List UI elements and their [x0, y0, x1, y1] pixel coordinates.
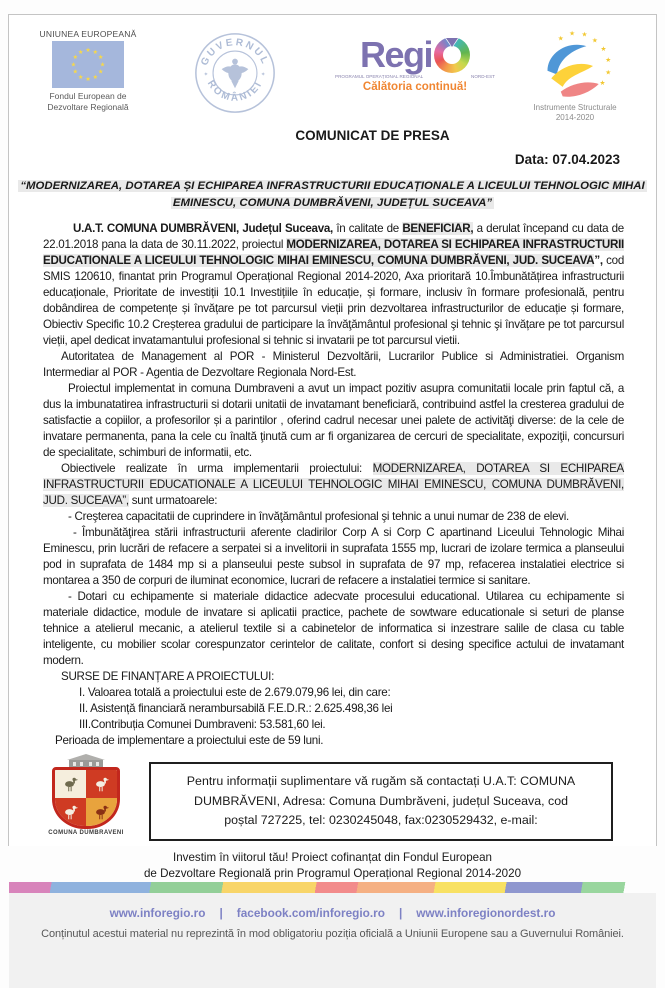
invest-line1: Investim în viitorul tău! Proiect cofinanțat din Fondul European	[172, 851, 492, 865]
shield-quadrant-4	[86, 798, 117, 826]
svg-text:★: ★	[591, 37, 598, 45]
regio-wordmark: Regi	[359, 34, 432, 75]
svg-text:★: ★	[569, 30, 576, 38]
text-segment: Autoritatea de Management al POR - Ministerul Dezvoltării, Lucrarilor Publice si Administratiei. Organism Intermediar al POR - Agentia de Dezvoltare Regionala Nord-Est.	[43, 349, 624, 379]
project-title-line: EMINESCU, COMUNA DUMBRĂVENI, JUDEȚUL SUCEAVA”	[172, 196, 493, 209]
regio-program-label: PROGRAMUL OPERAȚIONAL REGIONAL	[335, 74, 424, 79]
text-segment: MODERNIZAREA, DOTAREA SI ECHIPAREA INFRASTRUCTURII EDUCATIONALE A LICEULUI TEHNOLOGIC MIHAI EMINESCU, COMUNA DUMBRĂVENI, JUD. SUCEAVA	[43, 237, 624, 267]
eu-flag-logo	[29, 29, 147, 112]
footer-link[interactable]: www.inforegio.ro	[109, 906, 206, 921]
text-segment: în calitate de	[332, 221, 403, 235]
paragraph	[43, 717, 624, 733]
regio-tagline: Călătoria continuă!	[362, 81, 468, 93]
paragraph	[43, 669, 624, 685]
svg-text:★: ★	[92, 48, 99, 56]
paragraph	[43, 221, 624, 349]
paragraph	[43, 685, 624, 701]
is-caption-line1: Instrumente Structurale	[533, 103, 617, 112]
link-separator: |	[398, 906, 403, 921]
footer-disclaimer: Conținutul acestui material nu reprezintă în mod obligatoriu poziția oficială a Uniunii Europene sau a Guvernului României.	[41, 928, 624, 941]
svg-text:★: ★	[99, 61, 106, 69]
invest-statement	[9, 850, 656, 882]
svg-text:★: ★	[85, 76, 91, 84]
invest-line2: de Dezvoltare Regională prin Programul Operațional Regional 2014-2020	[143, 867, 522, 881]
text-segment: MODERNIZAREA, DOTAREA SI ECHIPAREA INFRASTRUCTURII EDUCATIONALE A LICEULUI TEHNOLOGIC MIHAI EMINESCU, COMUNA DUMBRĂVENI, JUD. SUCEAVA”,	[43, 461, 624, 507]
svg-text:★: ★	[605, 57, 612, 65]
shield-quadrant-3	[55, 798, 86, 826]
svg-text:ROMÂNIEI: ROMÂNIEI	[204, 78, 266, 104]
svg-text:★: ★	[599, 79, 606, 87]
eu-logo-bottom-label	[47, 91, 128, 112]
commune-coat-of-arms	[47, 754, 125, 836]
svg-text:★: ★	[85, 46, 91, 54]
footer	[9, 882, 656, 964]
svg-text:★: ★	[581, 31, 588, 39]
text-segment: III.Contribuția Comunei Dumbraveni: 53.581,60 lei.	[79, 717, 326, 731]
is-caption-line2: 2014-2020	[555, 113, 595, 123]
text-segment: sunt urmatoarele:	[128, 493, 218, 507]
project-title	[9, 178, 656, 212]
svg-text:★: ★	[600, 45, 607, 53]
text-segment: ”,	[594, 253, 603, 267]
text-segment: BENEFICIAR,	[402, 221, 474, 235]
svg-text:★: ★	[72, 54, 79, 62]
text-segment: II. Asistență financiară nerambursabilă F.E.D.R.: 2.625.498,36 lei	[79, 701, 393, 715]
link-separator: |	[219, 906, 223, 921]
svg-text:★: ★	[605, 69, 612, 77]
text-segment: I. Valoarea totală a proiectului este de 2.679.079,96 lei, din care:	[79, 685, 391, 699]
contact-section	[9, 754, 656, 842]
coat-caption: COMUNA DUMBRAVENI	[48, 829, 124, 836]
color-ribbon	[9, 882, 656, 893]
text-segment: U.A.T. COMUNA DUMBRĂVENI, Județul Suceava,	[73, 221, 333, 235]
contact-info-box: Pentru informații suplimentare vă rugăm să contactați U.A.T: COMUNA DUMBRĂVENI, Adresa: Comuna Dumbrăveni, județul Suceava, cod poștal 727225, tel: 0230245048, fax:0230529432, e-mail:	[149, 762, 613, 842]
text-segment: - Dotari cu echipamente si materiale didactice adecvate procesului educational. Utilarea cu echipamente si materiale didactice, module de invatare si aplicatii practice, pachete de sowtware educationale si seturi de planse tehnice a atelierul mecanic, a atelierul textile si a cabinetelor de informatica si inzestrare salile de clasa cu table inteligente, cu mobilier scolar corespunzator cerintelor de calitate, confort si desing specifice actului de invatamant modern.	[43, 589, 624, 667]
eu-fund-label-line2: Dezvoltare Regională	[47, 101, 129, 112]
body-paragraphs	[9, 221, 656, 749]
text-segment: Proiectul implementat in comuna Dumbraveni a avut un impact pozitiv asupra comunitatii locale prin faptul că, a dus la imbunatatirea infrastructurii si dotarii unitatii de invatamant beneficiară, contribuind astfel la cresterea gradului de satisfactie a copiilor, a profesorilor și a parintilor , oferind cadrul necesar unei palete de activităţi diverse: de la cele de invatare permanenta, pana la cele cu înaltă ţinută cum ar fi organizarea de cercuri de specialitate, expoziţii, concursuri de specialitate, schimburi de informatii, etc.	[43, 381, 624, 459]
structural-instruments-logo	[520, 29, 630, 124]
shield-quadrant-2	[86, 770, 117, 798]
regio-subtext-row	[333, 74, 497, 79]
svg-text:★: ★	[77, 74, 84, 82]
svg-text:★: ★	[70, 61, 77, 69]
svg-text:★: ★	[97, 68, 104, 76]
project-title-line: “MODERNIZAREA, DOTAREA ȘI ECHIPAREA INFRASTRUCTURII EDUCAȚIONALE A LICEULUI TEHNOLOGIC MIHAI	[20, 179, 645, 192]
paragraph	[43, 509, 624, 525]
svg-text:★: ★	[92, 74, 99, 82]
svg-text:✦: ✦	[203, 71, 209, 78]
press-release-heading: COMUNICAT DE PRESA	[295, 127, 450, 143]
text-segment: SURSE DE FINANȚARE A PROIECTULUI:	[61, 669, 275, 683]
footer-band	[9, 893, 656, 988]
paragraph	[43, 733, 624, 749]
svg-text:★: ★	[557, 35, 564, 43]
romanian-government-logo	[187, 31, 283, 115]
swirl-red	[561, 82, 599, 96]
svg-text:✦: ✦	[260, 71, 266, 78]
text-segment: Perioada de implementare a proiectului este de 59 luni.	[55, 733, 324, 747]
text-segment: - Creşterea capacitatii de cuprindere in învăţământul profesional şi tehnic a unui numar de 238 de elevi.	[68, 509, 569, 523]
footer-link[interactable]: facebook.com/inforegio.ro	[236, 906, 385, 921]
paragraph	[43, 381, 624, 461]
regio-logo	[335, 34, 495, 93]
regio-wordmark-row	[359, 34, 470, 75]
paragraph	[43, 589, 624, 669]
svg-text:★: ★	[77, 48, 84, 56]
eu-logo-top-label: UNIUNEA EUROPEANĂ	[39, 29, 137, 39]
text-segment: Obiectivele realizate în urma implementarii proiectului:	[61, 461, 373, 475]
regio-color-wheel-icon	[434, 37, 470, 73]
regio-region-label: NORD-EST	[471, 74, 495, 79]
svg-text:GUVERNUL: GUVERNUL	[199, 37, 271, 68]
text-segment: cod SMIS 120610, finantat prin Programul Operațional Regional 2014-2020, Axa prioritară 10.Îmbunătățirea infrastructurii educaționale, Prioritate de investiții 10.1 Investițiile în educație, și formare, inclusiv în formare profesională, pentru dobândirea de competențe și învățare pe tot parcursul vieții prin dezvoltarea infrastructurilor de educație și formare, Obiectiv Specific 10.2 Creșterea gradului de participare la învăţământul profesional şi tehnic şi învățare pe tot parcursul vieții, apel dedicat invatamantului profesional si tehnic si invatarii pe tot parcursul vietii.	[43, 253, 624, 347]
paragraph	[43, 461, 624, 509]
text-segment: - Îmbunătăţirea stării infrastructurii aferente cladirilor Corp A si Corp C apartinand Liceului Tehnologic Mihai Eminescu, prin lucrări de refacere a serpatei si a invelitorii in suprafata 1555 mp, lucrari de izolare termica a planseului pod in suprafata de 1484 mp si a planseului peste subsol in suprafata de 97 mp, refacerea instalatiei electrice si montarea a 350 de corpuri de iluminat economice, lucrari de refacere a instalatiei termice si sanitare.	[43, 525, 624, 587]
header-logo-row	[9, 15, 656, 124]
date-line: Data: 07.04.2023	[514, 151, 620, 167]
svg-text:★: ★	[72, 68, 79, 76]
press-release-document	[8, 14, 657, 941]
coat-building-icon	[64, 754, 108, 767]
eagle-emblem	[222, 59, 249, 89]
svg-text:★: ★	[97, 54, 104, 62]
paragraph	[43, 701, 624, 717]
regio-triangle-icon	[446, 38, 458, 47]
text-segment: a derulat începand cu data de 22.01.2018 pana la data de 30.11.2022, proiectul	[43, 221, 624, 251]
shield-quadrant-1	[55, 770, 86, 798]
coat-shield	[52, 767, 120, 829]
is-logo-caption	[533, 103, 616, 124]
paragraph	[43, 525, 624, 589]
eu-fund-label-line1: Fondul European de	[49, 91, 127, 101]
footer-links	[9, 906, 656, 920]
paragraph	[43, 349, 624, 381]
eu-flag-icon	[52, 41, 124, 88]
footer-link[interactable]: www.inforegionordest.ro	[416, 906, 556, 921]
